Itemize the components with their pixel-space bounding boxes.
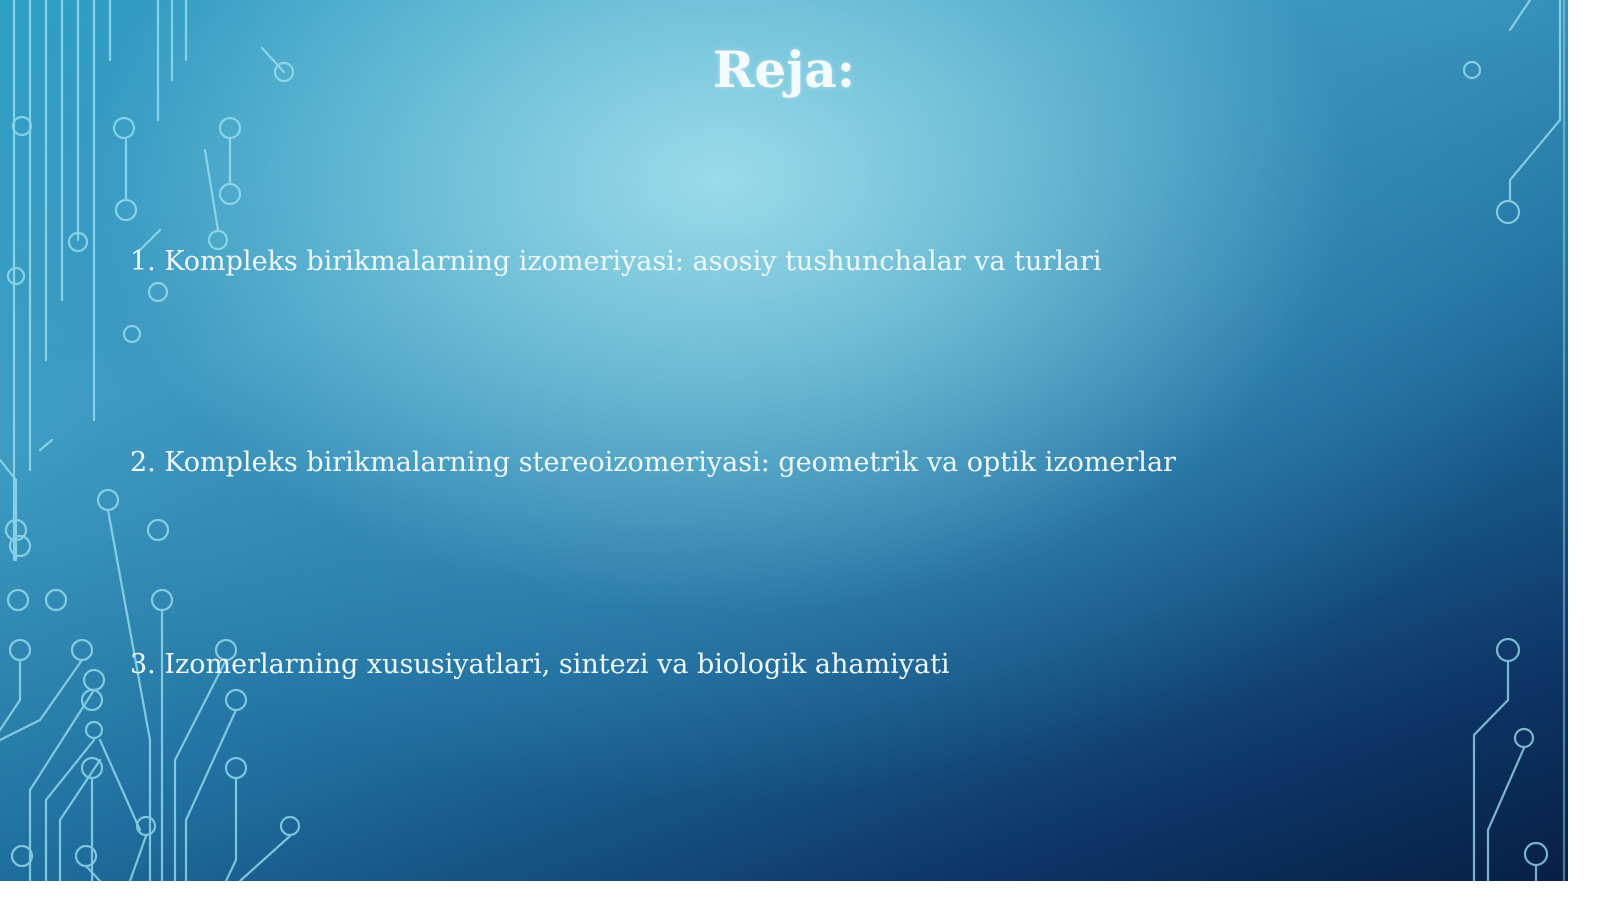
plan-item-1: 1. Kompleks birikmalarning izomeriyasi: asosiy tushunchalar va turlari xyxy=(130,246,1102,277)
circuit-decoration-left xyxy=(0,0,320,881)
circuit-decoration-right xyxy=(1440,0,1568,881)
slide-title: Reja: xyxy=(712,40,856,99)
plan-item-3: 3. Izomerlarning xususiyatlari, sintezi va biologik ahamiyati xyxy=(130,649,950,680)
plan-item-2: 2. Kompleks birikmalarning stereoizomeriyasi: geometrik va optik izomerlar xyxy=(130,447,1176,478)
